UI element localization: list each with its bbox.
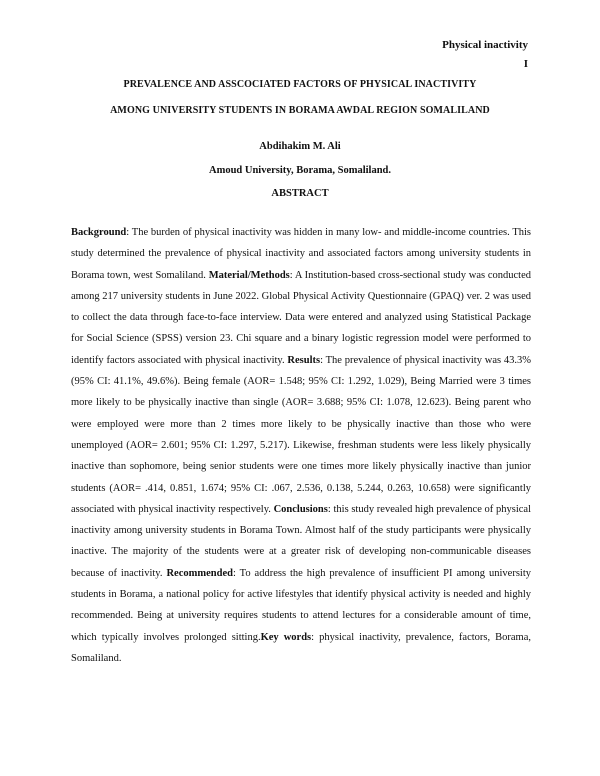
paper-title-line-2: AMONG UNIVERSITY STUDENTS IN BORAMA AWDAL REGION SOMALILAND	[110, 105, 490, 116]
recommended-text: : To address the high prevalence of insufficient PI among university students in Borama, a national policy for active lifestyles that identify physical activity is needed and highly recommended. Being at university requires students to attend lectures for a considerable amount of time, which typically involves prolonged sitting.	[71, 567, 531, 643]
results-text: : The prevalence of physical inactivity was 43.3% (95% CI: 41.1%, 49.6%). Being female (AOR= 1.548; 95% CI: 1.292, 1.029), Being Married were 3 times more likely to be physically inactive than single (AOR= 3.688; 95% CI: 1.078, 12.623). Being parent who were employed were more than 2 times more likely to be physically inactive than those who were unemployed (AOR= 2.601; 95% CI: 1.297, 5.217). Likewise, freshman students were less likely physically inactive than sophomore, being senior students were one times more likely physically inactive than junior students (AOR= .414, 0.851, 1.674; 95% CI: .067, 2.536, 0.138, 5.244, 0.263, 10.658) were significantly associated with physical inactivity respectively.	[71, 354, 531, 515]
author-affiliation: Amoud University, Borama, Somaliland.	[208, 165, 392, 176]
running-head-title: Physical inactivity	[442, 39, 528, 51]
paper-title-line-1: PREVALENCE AND ASSCOCIATED FACTORS OF PHYSICAL INACTIVITY	[123, 79, 477, 90]
background-label: Background	[71, 227, 127, 238]
methods-label: Material/Methods	[208, 269, 290, 281]
background-text: : The burden of physical inactivity was hidden in many low- and middle-income countries. This study determined the prevalence of physical inactivity and associated factors among university students in Borama town, west Somaliland.	[71, 227, 531, 281]
abstract-body	[71, 222, 531, 669]
running-head	[442, 36, 528, 74]
keywords-text: : physical inactivity, prevalence, factors, Borama, Somaliland.	[71, 631, 532, 664]
recommended-label: Recommended	[166, 567, 233, 579]
page-number: I	[523, 58, 528, 70]
conclusions-label: Conclusions	[273, 503, 328, 515]
methods-text: : A Institution-based cross-sectional study was conducted among 217 university students in June 2022. Global Physical Activity Questionnaire (GPAQ) ver. 2 was used to collect the data through face-to-face interview. Data were entered and analyzed using Statistical Package for Social Science (SPSS) version 23. Chi square and a binary logistic regression model were performed to identify factors associated with physical inactivity.	[71, 269, 531, 366]
keywords-label: Key words	[260, 631, 312, 643]
author-name: Abdihakim M. Ali	[259, 141, 341, 152]
results-label: Results	[287, 354, 321, 366]
abstract-heading: ABSTRACT	[271, 188, 329, 199]
conclusions-text: : this study revealed high prevalence of physical inactivity among university students in Borama Town. Almost half of the study participants were physically inactive. The majority of the students were at a greater risk of developing non-communicable diseases because of inactivity.	[71, 503, 531, 579]
